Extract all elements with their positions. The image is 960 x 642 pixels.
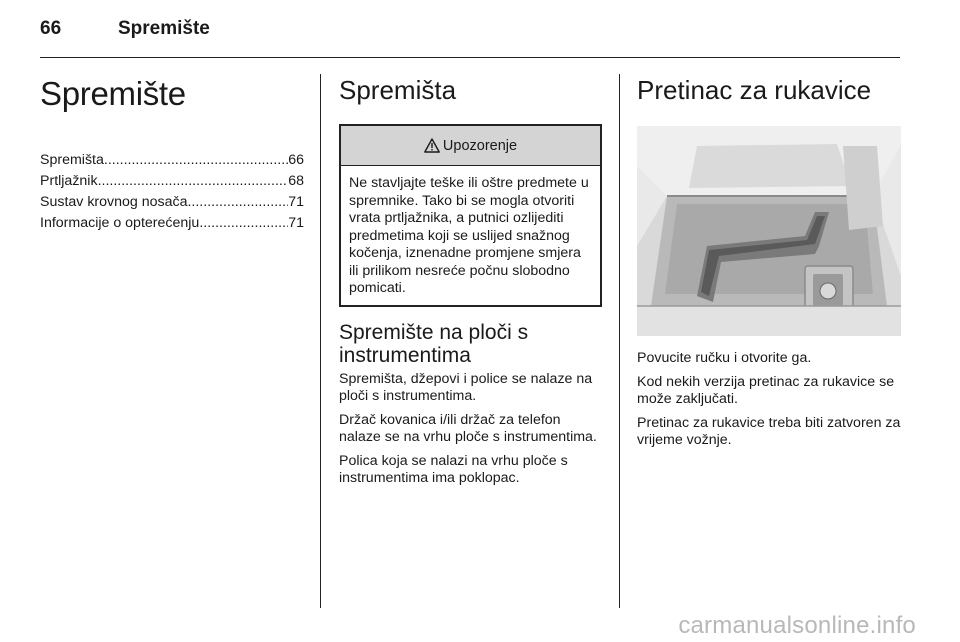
toc-leader-dots bbox=[104, 150, 288, 171]
page-number: 66 bbox=[40, 18, 62, 39]
column-divider-1 bbox=[320, 74, 321, 608]
glovebox-column bbox=[637, 74, 901, 450]
toc-entry-label: Informacije o opterećenju bbox=[40, 215, 200, 231]
toc-entry-page: 68 bbox=[288, 173, 304, 189]
paragraph: Kod nekih verzija pretinac za rukavice se može zaključati. bbox=[637, 373, 895, 407]
paragraph: Polica koja se nalazi na vrhu ploče s instrumentima ima poklopac. bbox=[339, 452, 568, 486]
paragraph: Pretinac za rukavice treba biti zatvoren za vrijeme vožnje. bbox=[637, 414, 901, 448]
glovebox-photo bbox=[637, 126, 901, 336]
toc-entry-page: 71 bbox=[288, 194, 304, 210]
header-divider bbox=[40, 57, 900, 58]
running-title: Spremište bbox=[118, 18, 210, 39]
warning-header bbox=[341, 126, 600, 166]
column-divider-2 bbox=[619, 74, 620, 608]
toc-entry[interactable] bbox=[40, 213, 304, 234]
page-header bbox=[40, 18, 210, 40]
toc-entry[interactable] bbox=[40, 150, 304, 171]
table-of-contents bbox=[40, 150, 304, 234]
subsection-title: Spremište na ploči s instrumentima bbox=[339, 320, 529, 367]
toc-entry-page: 66 bbox=[288, 152, 304, 168]
storage-column bbox=[339, 74, 602, 488]
warning-triangle-icon bbox=[424, 138, 440, 153]
toc-entry[interactable] bbox=[40, 171, 304, 192]
toc-entry-label: Sustav krovnog nosača bbox=[40, 194, 188, 210]
paragraph: Držač kovanica i/ili držač za telefon nalaze se na vrhu ploče s instrumentima. bbox=[339, 411, 597, 445]
toc-entry-label: Prtljažnik bbox=[40, 173, 98, 189]
toc-leader-dots bbox=[187, 192, 288, 213]
section-title: Pretinac za rukavice bbox=[637, 75, 872, 105]
toc-entry-page: 71 bbox=[288, 215, 304, 231]
toc-entry[interactable] bbox=[40, 192, 304, 213]
toc-entry-label: Spremišta bbox=[40, 152, 104, 168]
paragraph: Povucite ručku i otvorite ga. bbox=[637, 350, 812, 366]
watermark: carmanualsonline.info bbox=[678, 612, 916, 639]
section-title: Spremišta bbox=[339, 75, 457, 105]
toc-leader-dots bbox=[98, 171, 289, 192]
warning-text: Ne stavljajte teške ili oštre predmete u spremnike. Tako bi se mogla otvoriti vrata prtljažnika, a putnici ozlijediti predmetima koji se uslijed snažnog kočenja, iznenadne promjene smjera ili prilikom nesreće počnu slobodno pomicati. bbox=[349, 175, 589, 296]
chapter-title: Spremište bbox=[40, 75, 186, 112]
warning-title: Upozorenje bbox=[442, 137, 518, 154]
warning-box bbox=[339, 124, 602, 307]
toc-leader-dots bbox=[199, 213, 288, 234]
toc-column bbox=[40, 74, 304, 234]
paragraph: Spremišta, džepovi i police se nalaze na ploči s instrumentima. bbox=[339, 370, 593, 404]
